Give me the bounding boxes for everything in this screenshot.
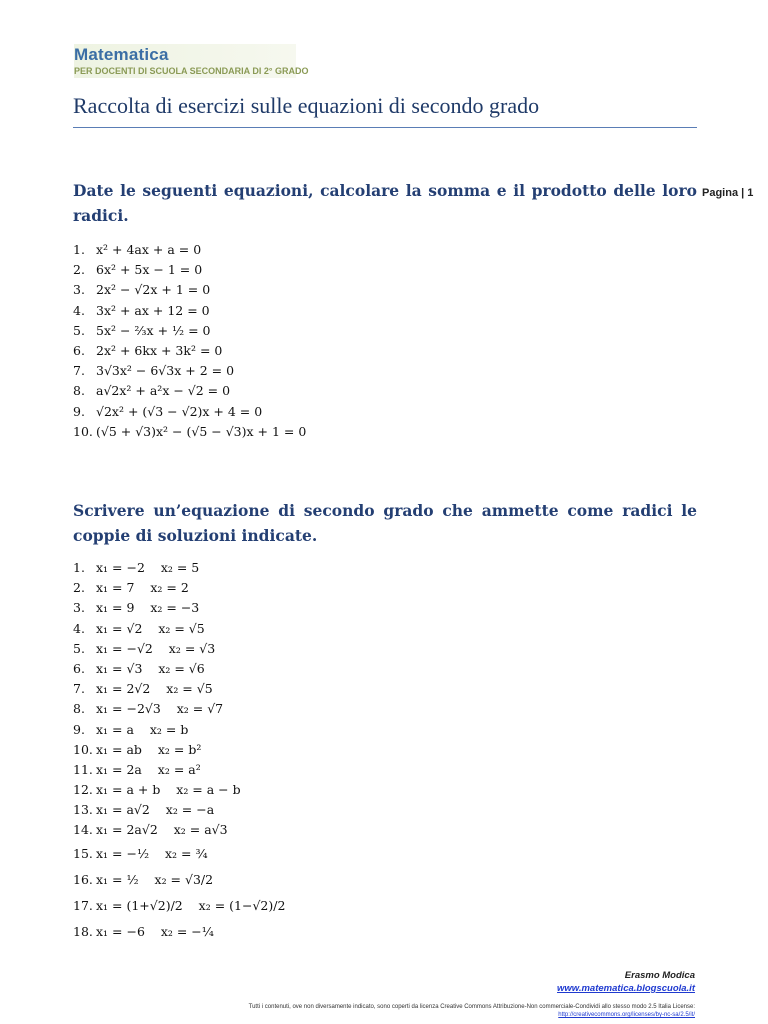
root-x1: x₁ = ½ [96,871,139,887]
item-number: 18. [73,923,93,939]
list-item [73,341,306,361]
root-x2: x₂ = √5 [166,681,213,697]
spacer [142,742,158,757]
root-x2: x₂ = −3 [150,600,200,616]
spacer [142,661,158,676]
spacer [139,872,155,887]
list-item [73,659,285,679]
list-item [73,422,306,442]
footer-author: Erasmo Modica [624,970,695,981]
footer-site-link[interactable]: www.matematica.blogscuola.it [557,983,695,994]
root-x1: x₁ = −√2 [96,640,153,656]
root-x2: x₂ = √6 [158,660,205,676]
list-item [73,841,285,867]
list-item [73,760,285,780]
item-number: 4. [73,620,85,636]
item-number: 15. [73,845,93,861]
equation: 3x² + ax + 12 = 0 [96,302,210,318]
equation: a√2x² + a²x − √2 = 0 [96,383,231,399]
item-number: 5. [73,640,85,656]
list-item [73,867,285,893]
item-number: 8. [73,383,85,399]
spacer [158,822,174,837]
list-item [73,800,285,820]
spacer [142,762,158,777]
item-number: 14. [73,822,93,838]
spacer [149,846,165,861]
footer-license-link[interactable]: http://creativecommons.org/licenses/by-nc-sa/2.5/it/ [558,1012,695,1018]
item-number: 9. [73,403,85,419]
list-item [73,280,306,300]
spacer [160,782,176,797]
root-x1: x₁ = 2a [96,761,142,777]
item-number: 10. [73,423,93,439]
equation: √2x² + (√3 − √2)x + 4 = 0 [96,403,263,419]
spacer [150,802,166,817]
item-number: 6. [73,660,85,676]
item-number: 2. [73,262,85,278]
root-x1: x₁ = 2√2 [96,681,151,697]
item-number: 13. [73,802,93,818]
item-number: 7. [73,363,85,379]
list-item [73,260,306,280]
root-x2: x₂ = 2 [150,580,189,596]
item-number: 4. [73,302,85,318]
root-x2: x₂ = b² [157,741,202,757]
item-number: 2. [73,580,85,596]
list-item [73,893,285,919]
root-x1: x₁ = −2√3 [96,701,161,717]
spacer [183,898,199,913]
equation: 5x² − ⅔x + ½ = 0 [96,322,211,338]
page-indicator: Pagina | 1 [702,187,754,199]
list-item [73,639,285,659]
list-item [73,699,285,719]
equation: x² + 4ax + a = 0 [96,242,202,257]
list-item [73,740,285,760]
spacer [153,641,169,656]
root-x2: x₂ = √3/2 [154,871,214,887]
item-number: 17. [73,897,93,913]
root-x1: x₁ = √2 [96,620,143,636]
spacer [150,681,166,696]
spacer [142,621,158,636]
item-number: 9. [73,721,85,737]
root-x2: x₂ = a² [157,761,201,777]
item-number: 1. [73,242,85,257]
section2-heading: Scrivere un’equazione di secondo grado che ammette come radici le coppie di soluzioni indicate. [73,501,697,545]
list-item [73,558,285,578]
root-x2: x₂ = (1−√2)/2 [198,897,286,913]
list-item [73,919,285,945]
equation: 3√3x² − 6√3x + 2 = 0 [96,363,235,379]
item-number: 6. [73,342,85,358]
equation: 6x² + 5x − 1 = 0 [96,262,203,278]
root-x1: x₁ = a + b [96,782,161,798]
root-x2: x₂ = a√3 [173,822,228,838]
root-x2: x₂ = √3 [168,640,216,656]
root-x2: x₂ = √7 [176,701,224,717]
item-number: 5. [73,322,85,338]
equation-list [73,240,306,442]
root-x1: x₁ = a√2 [96,802,150,818]
root-x2: x₂ = ¾ [164,845,208,861]
equation: (√5 + √3)x² − (√5 − √3)x + 1 = 0 [96,423,307,439]
root-x1: x₁ = a [96,721,134,737]
brand-logo [74,44,309,78]
root-x1: x₁ = 9 [96,600,135,616]
equation: 2x² − √2x + 1 = 0 [96,282,211,298]
section1-heading: Date le seguenti equazioni, calcolare la somma e il prodotto delle loro radici. [73,181,697,225]
item-number: 11. [73,761,93,777]
item-number: 7. [73,681,85,697]
root-x2: x₂ = √5 [158,620,205,636]
list-item [73,381,306,401]
root-x1: x₁ = −2 [96,560,145,575]
root-x1: x₁ = ab [96,741,142,757]
root-x1: x₁ = 2a√2 [96,822,158,838]
item-number: 1. [73,560,85,575]
root-x1: x₁ = −½ [96,845,150,861]
brand-title: Matematica [74,45,169,64]
root-x1: x₁ = 7 [96,580,135,596]
root-x2: x₂ = 5 [160,560,200,575]
item-number: 12. [73,782,93,798]
item-number: 8. [73,701,85,717]
list-item [73,402,306,422]
list-item [73,720,285,740]
spacer [161,701,177,716]
footer-license-text: Tutti i contenuti, ove non diversamente indicato, sono coperti da licenza Creative Commons Attribuzione-Non commerciale-Condividi allo stesso modo 2.5 Italia License: [248,1004,695,1010]
root-x1: x₁ = √3 [96,660,143,676]
title-divider [73,127,697,128]
spacer [134,580,150,595]
brand-subtitle: PER DOCENTI DI SCUOLA SECONDARIA DI 2° GRADO [74,66,309,76]
spacer [134,722,150,737]
list-item [73,578,285,598]
list-item [73,598,285,618]
equation: 2x² + 6kx + 3k² = 0 [96,342,223,358]
solution-pair-list [73,558,285,945]
root-x1: x₁ = (1+√2)/2 [96,897,183,913]
spacer [134,600,150,615]
list-item [73,321,306,341]
root-x2: x₂ = b [149,721,189,737]
list-item [73,361,306,381]
root-x1: x₁ = −6 [96,923,145,939]
item-number: 10. [73,741,93,757]
spacer [145,924,161,939]
document-title: Raccolta di esercizi sulle equazioni di secondo grado [73,93,540,118]
list-item [73,820,285,840]
root-x2: x₂ = a − b [176,782,241,798]
root-x2: x₂ = −a [165,802,215,818]
list-item [73,780,285,800]
list-item [73,679,285,699]
item-number: 3. [73,600,85,616]
root-x2: x₂ = −¼ [160,923,214,939]
item-number: 16. [73,871,93,887]
item-number: 3. [73,282,85,298]
spacer [145,560,161,575]
list-item [73,240,306,260]
list-item [73,301,306,321]
list-item [73,619,285,639]
